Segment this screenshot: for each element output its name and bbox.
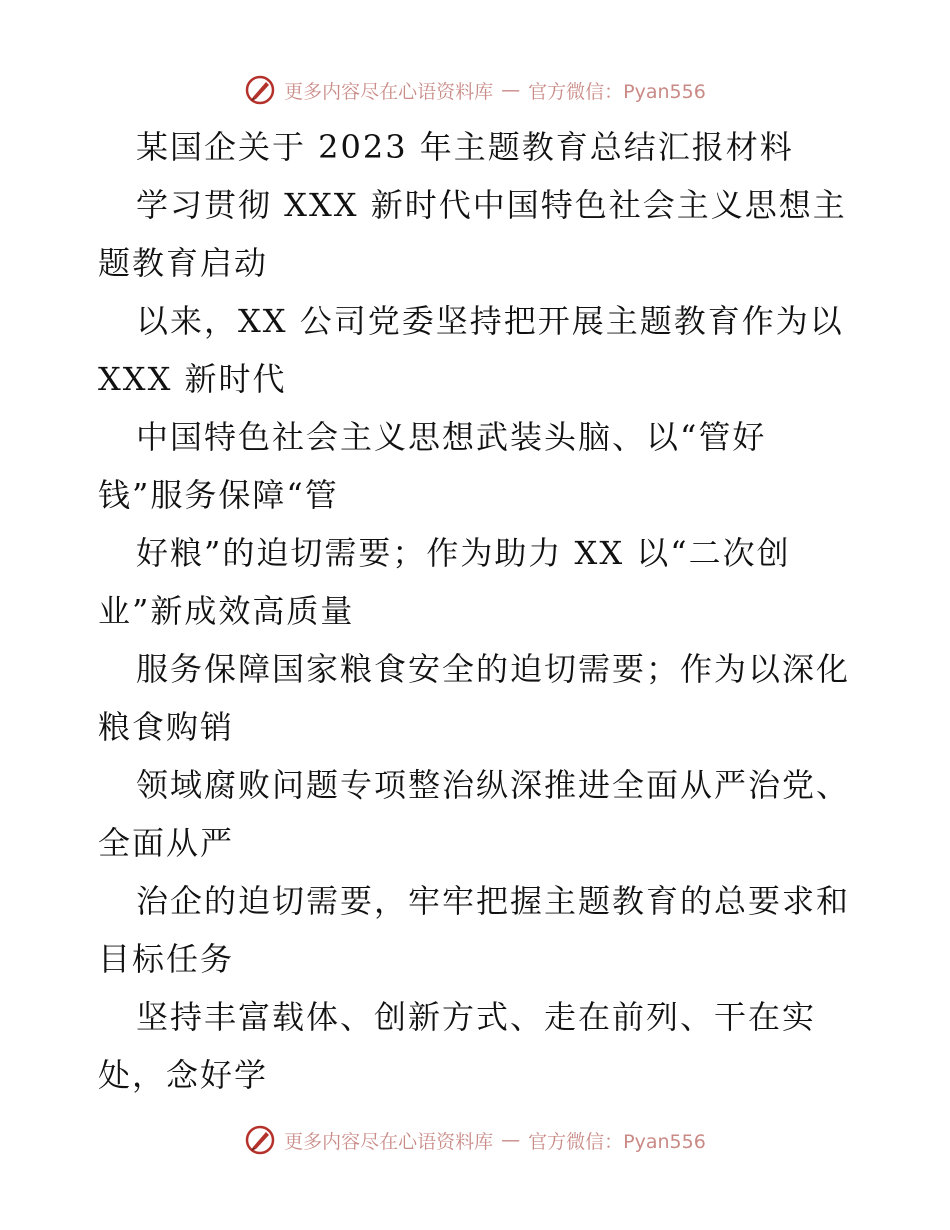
document-line: 服务保障国家粮食安全的迫切需要；作为以深化 <box>136 650 851 688</box>
document-line: 坚持丰富载体、创新方式、走在前列、干在实 <box>136 998 817 1036</box>
document-line: XXX 新时代 <box>98 360 287 398</box>
document-line: 目标任务 <box>98 940 235 978</box>
document-line: 题教育启动 <box>98 244 269 282</box>
banner-text: 更多内容尽在心语资料库 <box>284 80 494 103</box>
document-line: 业”新成效高质量 <box>98 592 355 630</box>
document-line: 学习贯彻 XXX 新时代中国特色社会主义思想主 <box>136 186 847 224</box>
document-line: 中国特色社会主义思想武装头脑、以“管好 <box>136 418 767 456</box>
banner-separator: — <box>501 79 521 101</box>
document-line: 钱”服务保障“管 <box>98 476 339 514</box>
document-title: 某国企关于 2023 年主题教育总结汇报材料 <box>136 128 794 166</box>
footer-watermark-banner <box>0 1118 950 1162</box>
document-line: 全面从严 <box>98 824 235 862</box>
document-line: 治企的迫切需要，牢牢把握主题教育的总要求和 <box>136 882 851 920</box>
document-line: 以来，XX 公司党委坚持把开展主题教育作为以 <box>136 302 844 340</box>
document-line: 好粮”的迫切需要；作为助力 XX 以“二次创 <box>136 534 791 572</box>
banner-separator: — <box>501 1129 521 1151</box>
banner-wechat-label: 官方微信：Pyan556 <box>528 80 706 103</box>
document-line: 领域腐败问题专项整治纵深推进全面从严治党、 <box>136 766 851 804</box>
document-line: 粮食购销 <box>98 708 235 746</box>
quill-pen-logo-icon <box>244 74 276 106</box>
quill-pen-logo-icon <box>244 1124 276 1156</box>
banner-wechat-label: 官方微信：Pyan556 <box>528 1130 706 1153</box>
header-watermark-banner <box>0 68 950 112</box>
document-line: 处，念好学 <box>98 1056 269 1094</box>
document-body <box>98 118 858 1104</box>
banner-text: 更多内容尽在心语资料库 <box>284 1130 494 1153</box>
